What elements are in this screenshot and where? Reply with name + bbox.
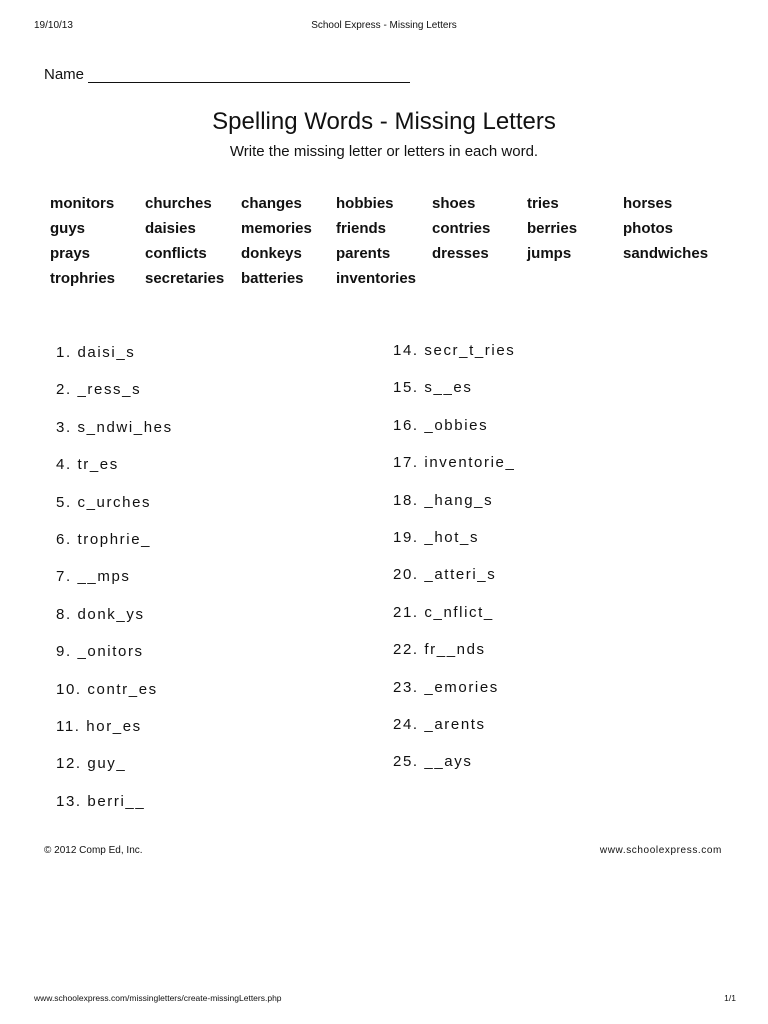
name-label: Name	[44, 66, 85, 83]
questions-left-column	[56, 339, 173, 825]
word-bank-word: churches	[145, 195, 212, 212]
word-bank-word: berries	[527, 220, 578, 237]
word-bank-word: dresses	[432, 245, 489, 262]
question-item: 24. _arents	[393, 715, 486, 733]
word-bank-word: guys	[50, 220, 86, 237]
website-link[interactable]: www.schoolexpress.com	[599, 845, 722, 856]
question-item: 2. _ress_s	[56, 381, 142, 399]
name-line[interactable]	[88, 66, 410, 83]
word-bank-word: hobbies	[336, 195, 394, 212]
word-bank-word: tries	[527, 195, 559, 212]
questions-right-column	[393, 337, 515, 786]
copyright: © 2012 Comp Ed, Inc.	[44, 845, 143, 856]
print-url: www.schoolexpress.com/missingletters/create-missingLetters.php	[34, 993, 282, 1003]
word-bank-word: contries	[432, 220, 491, 237]
print-page-number: 1/1	[724, 993, 736, 1003]
question-item: 10. contr_es	[56, 680, 158, 698]
word-bank-word: donkeys	[241, 245, 302, 262]
worksheet-instructions: Write the missing letter or letters in each word.	[229, 143, 539, 160]
word-bank-word: friends	[336, 220, 387, 237]
question-item: 21. c_nflict_	[393, 603, 494, 621]
question-item: 25. __ays	[393, 753, 473, 771]
name-row	[44, 66, 410, 83]
question-item: 12. guy_	[56, 755, 127, 773]
word-bank-word: prays	[50, 245, 91, 262]
word-bank-word: monitors	[50, 195, 115, 212]
word-bank-word: horses	[623, 195, 673, 212]
word-bank-word: memories	[241, 220, 312, 237]
question-item: 5. c_urches	[56, 493, 152, 511]
word-bank-word: photos	[623, 220, 673, 237]
word-bank-word: inventories	[336, 270, 417, 287]
question-item: 17. inventorie_	[393, 454, 516, 472]
word-bank-word: sandwiches	[623, 245, 709, 262]
word-bank-word: conflicts	[145, 245, 207, 262]
question-item: 16. _obbies	[393, 416, 489, 434]
question-item: 7. __mps	[56, 568, 131, 586]
question-item: 1. daisi_s	[56, 344, 136, 361]
word-bank-word: daisies	[145, 220, 196, 237]
question-item: 11. hor_es	[56, 717, 142, 735]
word-bank-word: shoes	[432, 195, 476, 212]
question-item: 22. fr__nds	[393, 641, 486, 659]
word-bank-word: secretaries	[145, 270, 225, 287]
question-item: 3. s_ndwi_hes	[56, 418, 173, 436]
print-date: 19/10/13	[34, 20, 73, 31]
question-item: 6. trophrie_	[56, 530, 152, 548]
question-item: 15. s__es	[393, 379, 473, 397]
print-page-title: School Express - Missing Letters	[311, 20, 457, 31]
worksheet-title: Spelling Words - Missing Letters	[212, 108, 556, 135]
word-bank-word: parents	[336, 245, 391, 262]
question-item: 14. secr_t_ries	[393, 342, 516, 359]
question-item: 19. _hot_s	[393, 528, 480, 546]
question-item: 9. _onitors	[56, 643, 144, 661]
question-item: 20. _atteri_s	[393, 566, 497, 584]
word-bank	[50, 195, 733, 295]
word-bank-word: trophries	[50, 270, 116, 287]
word-bank-word: batteries	[241, 270, 304, 287]
question-item: 13. berri__	[56, 792, 146, 810]
word-bank-word: jumps	[527, 245, 572, 262]
question-item: 8. donk_ys	[56, 605, 145, 623]
question-item: 23. _emories	[393, 678, 499, 696]
word-bank-word: changes	[241, 195, 302, 212]
question-item: 18. _hang_s	[393, 491, 494, 509]
question-item: 4. tr_es	[56, 456, 119, 474]
